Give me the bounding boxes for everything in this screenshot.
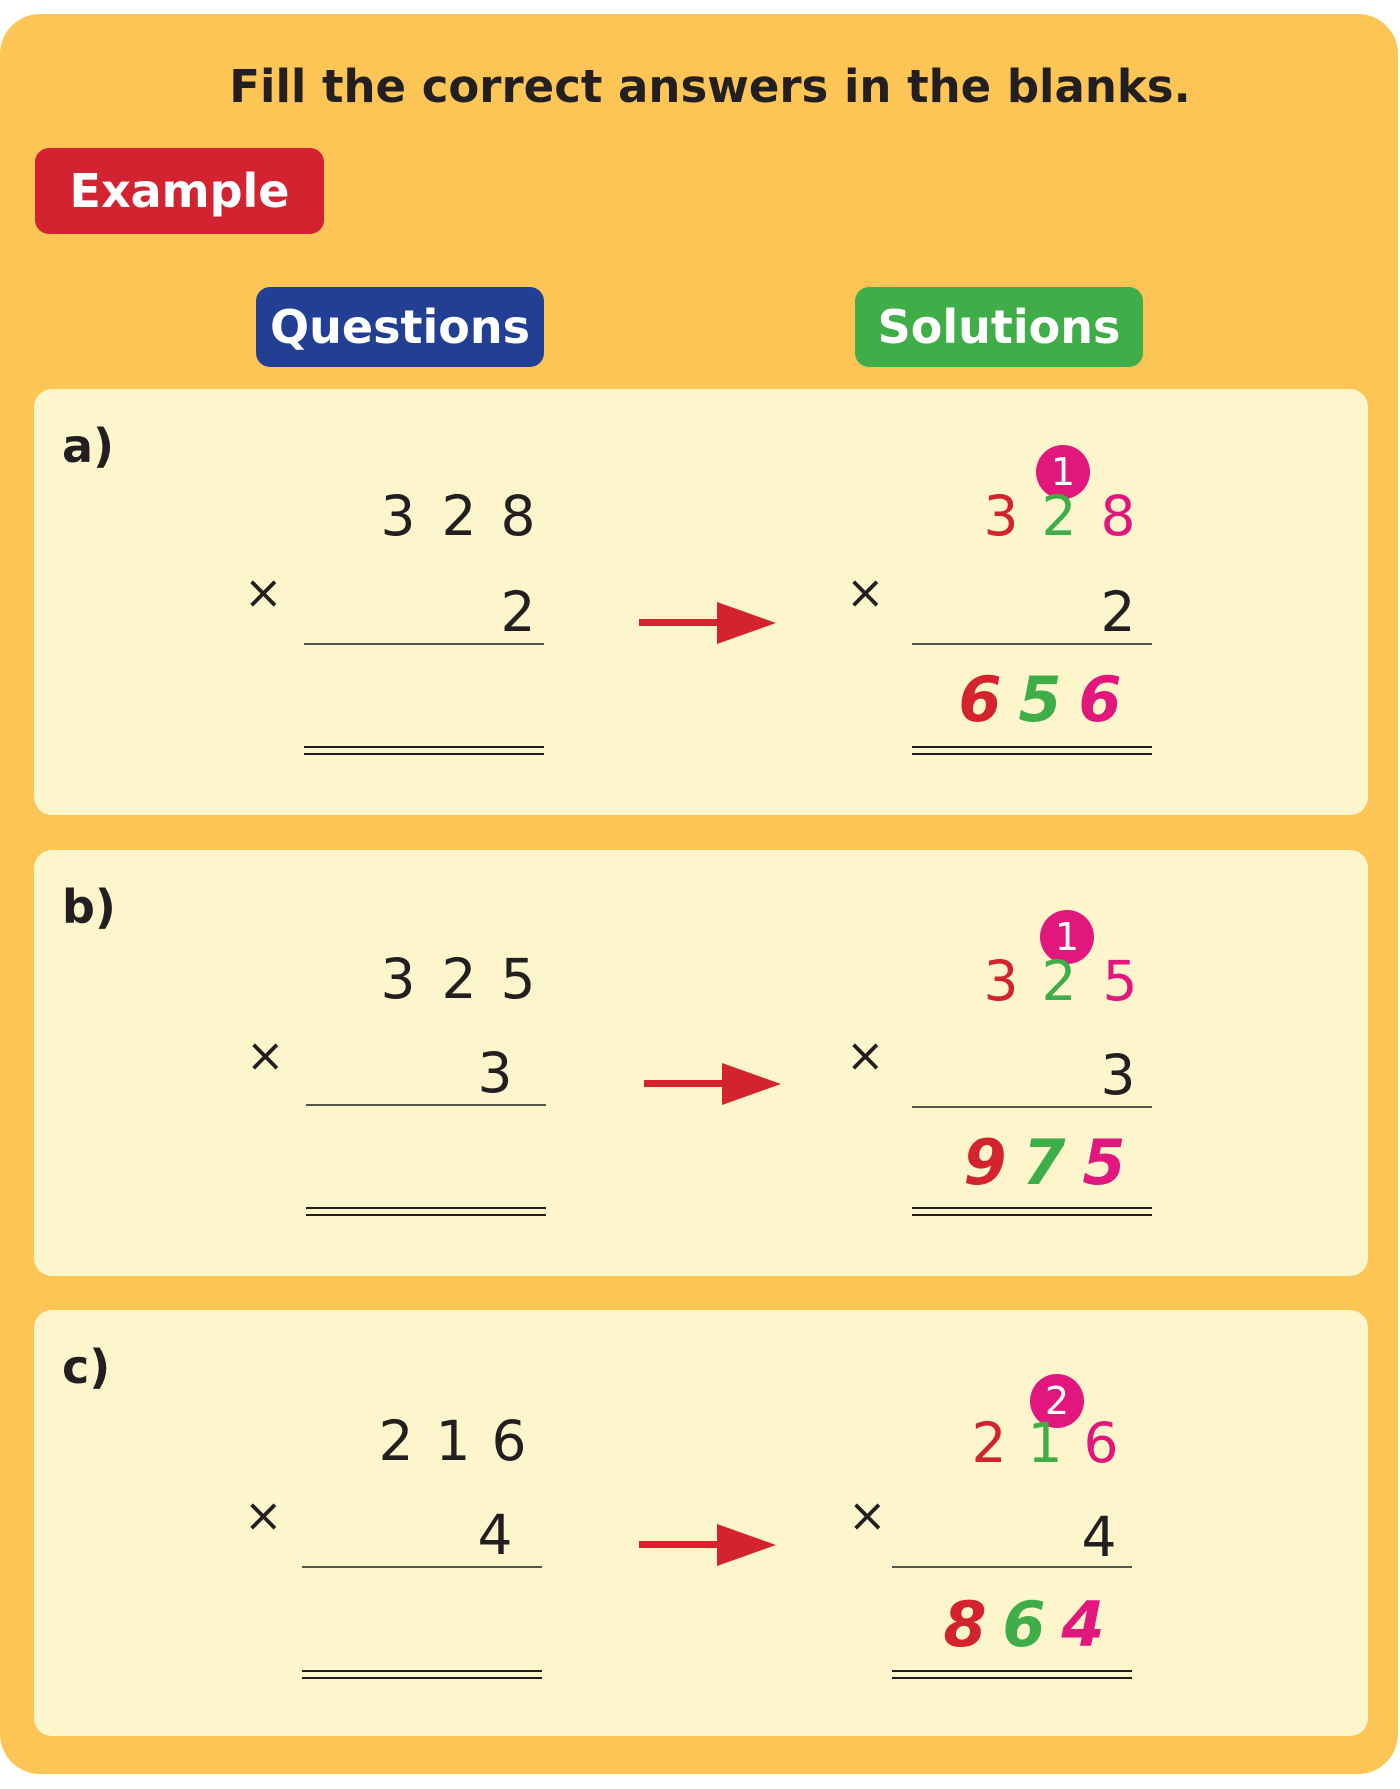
solution-rule: [912, 643, 1152, 645]
question-digit-ones: 6: [491, 1409, 527, 1473]
answer-blank-line[interactable]: [302, 1670, 542, 1679]
answer-digit-hundreds: 8: [943, 1588, 987, 1661]
solution-digit-tens: 1: [1027, 1411, 1063, 1475]
question-digit-hundreds: 3: [380, 947, 416, 1011]
question-multiplier: 2: [500, 580, 536, 644]
question-multiplier: 3: [477, 1041, 513, 1105]
solution-answer-line: [912, 746, 1152, 755]
arrow-right-icon: [639, 600, 779, 646]
answer-digit-hundreds: 6: [958, 663, 1002, 736]
question-digit-ones: 8: [500, 484, 536, 548]
problem-label: a): [62, 419, 115, 473]
problem-label: c): [62, 1340, 111, 1394]
carry-circle: 2: [1030, 1374, 1084, 1428]
solution-answer-line: [892, 1670, 1132, 1679]
question-rule: [302, 1566, 542, 1568]
solution-multiplier: 3: [1100, 1043, 1136, 1107]
question-rule: [304, 643, 544, 645]
answer-digit-ones: 4: [1061, 1588, 1105, 1661]
problem-panel-b: [34, 850, 1368, 1276]
question-digit-hundreds: 3: [380, 484, 416, 548]
answer-digit-hundreds: 9: [963, 1126, 1007, 1199]
instruction-text: Fill the correct answers in the blanks.: [229, 60, 1191, 113]
solutions-tag-label: Solutions: [877, 300, 1121, 354]
solutions-tag: [855, 287, 1143, 367]
carry-circle: 1: [1040, 910, 1094, 964]
problem-panel-c: [34, 1310, 1368, 1736]
solution-digit-tens: 2: [1041, 949, 1077, 1013]
multiplication-sign: ×: [846, 565, 885, 619]
carry-circle: 1: [1036, 445, 1090, 499]
example-tag-label: Example: [69, 164, 290, 218]
problem-label: b): [62, 880, 116, 934]
solution-rule: [892, 1566, 1132, 1568]
example-tag: [35, 148, 324, 234]
solution-digit-hundreds: 2: [971, 1411, 1007, 1475]
solution-digit-ones: 5: [1102, 949, 1138, 1013]
solution-digit-ones: 8: [1100, 484, 1136, 548]
solution-digit-ones: 6: [1083, 1411, 1119, 1475]
answer-digit-tens: 5: [1018, 663, 1062, 736]
question-digit-tens: 1: [435, 1409, 471, 1473]
solution-digit-tens: 2: [1041, 484, 1077, 548]
answer-blank-line[interactable]: [304, 746, 544, 755]
question-digit-tens: 2: [441, 484, 477, 548]
solution-multiplier: 4: [1081, 1505, 1117, 1569]
problem-panel-a: [34, 389, 1368, 815]
answer-digit-tens: 7: [1022, 1126, 1066, 1199]
multiplication-sign: ×: [244, 1488, 283, 1542]
answer-digit-ones: 5: [1082, 1126, 1126, 1199]
multiplication-sign: ×: [846, 1028, 885, 1082]
multiplication-sign: ×: [244, 565, 283, 619]
arrow-right-icon: [639, 1522, 779, 1568]
question-digit-ones: 5: [500, 947, 536, 1011]
worksheet-background: [0, 14, 1398, 1774]
questions-tag: [256, 287, 544, 367]
answer-digit-tens: 6: [1002, 1588, 1046, 1661]
question-multiplier: 4: [477, 1503, 513, 1567]
solution-rule: [912, 1106, 1152, 1108]
question-digit-hundreds: 2: [378, 1409, 414, 1473]
answer-digit-ones: 6: [1078, 663, 1122, 736]
solution-digit-hundreds: 3: [983, 949, 1019, 1013]
solution-answer-line: [912, 1207, 1152, 1216]
question-digit-tens: 2: [441, 947, 477, 1011]
answer-blank-line[interactable]: [306, 1207, 546, 1216]
multiplication-sign: ×: [246, 1028, 285, 1082]
questions-tag-label: Questions: [270, 300, 530, 354]
solution-digit-hundreds: 3: [983, 484, 1019, 548]
question-rule: [306, 1104, 546, 1106]
solution-multiplier: 2: [1100, 580, 1136, 644]
arrow-right-icon: [644, 1061, 784, 1107]
multiplication-sign: ×: [848, 1488, 887, 1542]
